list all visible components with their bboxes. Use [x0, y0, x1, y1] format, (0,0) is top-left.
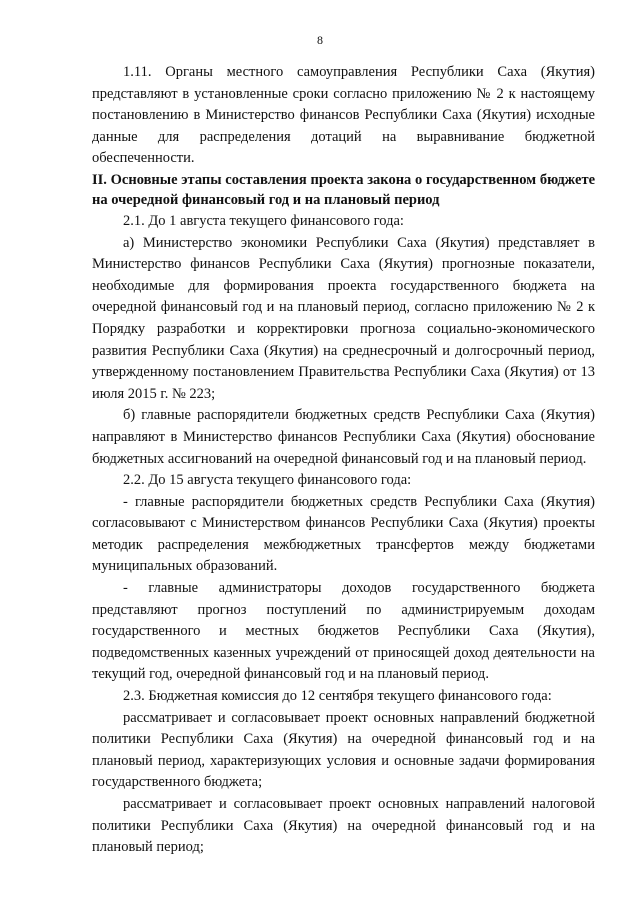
paragraph-2-1-b: б) главные распорядители бюджетных средств Республики Саха (Якутия) направляют в Министерство финансов Республики Саха (Якутия) обоснование бюджетных ассигнований на очередной финансовый год и на плановый период. — [92, 407, 595, 467]
paragraph-2-3: 2.3. Бюджетная комиссия до 12 сентября текущего финансового года: — [123, 688, 552, 705]
paragraph-2-2: 2.2. До 15 августа текущего финансового года: — [123, 472, 412, 489]
paragraph-2-3-item-2: рассматривает и согласовывает проект основных направлений налоговой политики Республики Саха (Якутия) на очередной финансовый год и на плановый период; — [92, 796, 595, 856]
section-title: II. Основные этапы составления проекта закона о государственном бюджете на очередной финансовый год и на плановый период — [92, 171, 595, 209]
paragraph-2-2-item-2: - главные администраторы доходов государственного бюджета представляют прогноз поступлений по администрируемым доходам государственного и местных бюджетов Республики Саха (Якутия), подведомственных казенных учреждений от приносящей доход деятельности на текущий год, очередной финансовый год и на плановый период. — [92, 580, 595, 683]
paragraph-2-2-item-1: - главные распорядители бюджетных средств Республики Саха (Якутия) согласовывают с Министерством финансов Республики Саха (Якутия) проекты методик распределения межбюджетных трансфертов между бюджетами муниципальных образований. — [92, 493, 595, 575]
document-body — [92, 62, 595, 859]
paragraph-2-3-item-1: рассматривает и согласовывает проект основных направлений бюджетной политики Республики Саха (Якутия) на очередной финансовый год и на плановый период, характеризующих условия и основные задачи формирования государственного бюджета; — [92, 709, 595, 791]
page-number: 8 — [317, 33, 323, 47]
paragraph-2-1-a: а) Министерство экономики Республики Саха (Якутия) представляет в Министерство финансов Республики Саха (Якутия) прогнозные показатели, необходимые для формирования проекта государственного бюджета на очередной финансовый год и на плановый период, согласно приложению № 2 к Порядку разработки и корректировки прогноза социально-экономического развития Республики Саха (Якутия) на среднесрочный и долгосрочный период, утвержденному постановлением Правительства Республики Саха (Якутия) от 13 июля 2015 г. № 223; — [92, 234, 595, 402]
paragraph-1-11: 1.11. Органы местного самоуправления Республики Саха (Якутия) представляют в установленные сроки согласно приложению № 2 к настоящему постановлению в Министерство финансов Республики Саха (Якутия) исходные данные для распределения дотаций на выравнивание бюджетной обеспеченности. — [92, 64, 595, 167]
paragraph-2-1: 2.1. До 1 августа текущего финансового года: — [123, 212, 404, 229]
